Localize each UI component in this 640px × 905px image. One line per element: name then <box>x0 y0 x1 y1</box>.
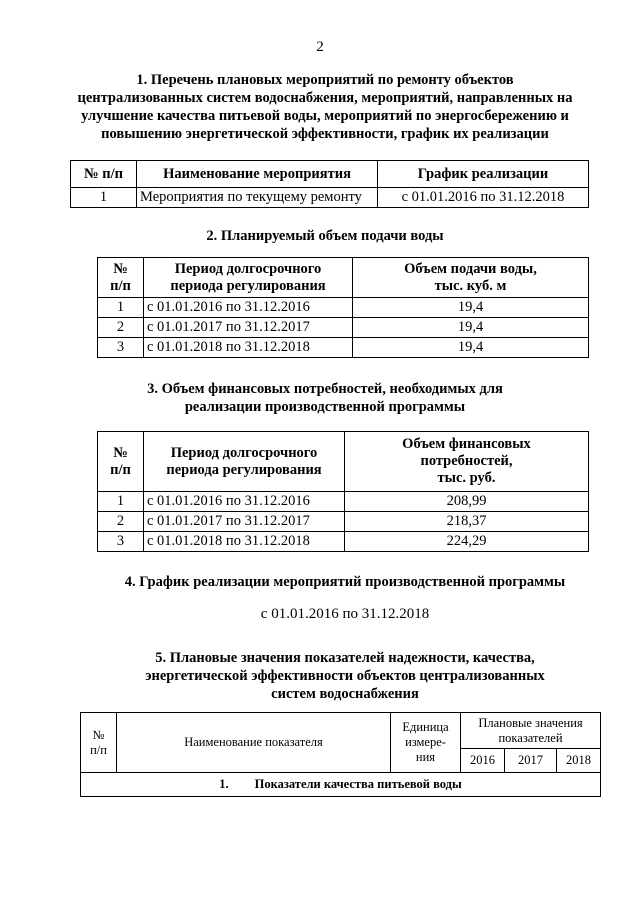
section4-title: 4. График реализации мероприятий производственной программы <box>124 574 566 590</box>
water-volume-table <box>97 257 589 358</box>
cell-amount: 208,99 <box>345 492 589 512</box>
cell-num: 2 <box>98 318 144 338</box>
cell-schedule: с 01.01.2016 по 31.12.2018 <box>378 188 589 208</box>
header-num <box>81 713 117 773</box>
section3-title-line: 3. Объем финансовых потребностей, необходимых для <box>147 381 503 397</box>
table-row <box>98 318 589 338</box>
cell-period: с 01.01.2017 по 31.12.2017 <box>144 512 345 532</box>
cell-volume: 19,4 <box>353 338 589 358</box>
section3-title <box>60 380 590 416</box>
cell-num: 3 <box>98 532 144 552</box>
cell-num: 1 <box>98 298 144 318</box>
header-num <box>98 258 144 298</box>
cell-period: с 01.01.2016 по 31.12.2016 <box>144 492 345 512</box>
table-row <box>98 298 589 318</box>
cell-num: 1 <box>71 188 137 208</box>
header-num-line: № <box>113 444 128 461</box>
header-period-line: периода регулирования <box>166 461 322 478</box>
header-num <box>98 432 144 492</box>
header-num-line: п/п <box>90 742 107 757</box>
cell-amount: 218,37 <box>345 512 589 532</box>
header-plan-line: показателей <box>498 730 563 745</box>
subheader-quality <box>81 773 601 797</box>
cell-period: с 01.01.2016 по 31.12.2016 <box>144 298 353 318</box>
header-period <box>144 258 353 298</box>
cell-volume: 19,4 <box>353 298 589 318</box>
header-num: № п/п <box>71 161 137 188</box>
section2-title: 2. Планируемый объем подачи воды <box>206 228 444 244</box>
section5-title-line: систем водоснабжения <box>271 686 419 702</box>
section5-title-line: 5. Плановые значения показателей надежности, качества, <box>155 650 535 666</box>
table-subheader-row <box>81 773 601 797</box>
cell-volume: 19,4 <box>353 318 589 338</box>
section1-title-line: улучшение качества питьевой воды, мероприятий по энергосбережению и <box>81 108 569 124</box>
header-period-line: Период долгосрочного <box>170 444 318 461</box>
header-year: 2018 <box>557 749 601 773</box>
cell-num: 3 <box>98 338 144 358</box>
page-number: 2 <box>316 39 324 55</box>
header-planned-values <box>461 713 601 749</box>
activities-table <box>70 160 589 208</box>
header-year: 2017 <box>505 749 557 773</box>
header-period-line: Период долгосрочного <box>174 260 322 277</box>
header-volume-line: Объем подачи воды, <box>404 260 537 277</box>
section5-title-line: энергетической эффективности объектов централизованных <box>145 668 545 684</box>
header-schedule: График реализации <box>378 161 589 188</box>
section1-title-line: 1. Перечень плановых мероприятий по ремонту объектов <box>136 72 514 88</box>
header-fin-line: Объем финансовых <box>402 436 531 452</box>
subheader-num: 1. <box>219 777 229 791</box>
cell-activity: Мероприятия по текущему ремонту <box>137 188 378 208</box>
header-unit-line: ния <box>415 750 436 764</box>
subheader-text: Показатели качества питьевой воды <box>254 777 462 791</box>
table-row <box>98 492 589 512</box>
section1-title <box>60 71 590 143</box>
header-fin-line: потребностей, <box>420 453 513 469</box>
cell-period: с 01.01.2017 по 31.12.2017 <box>144 318 353 338</box>
section1-title-line: повышению энергетической эффективности, график их реализации <box>101 126 549 142</box>
cell-period: с 01.01.2018 по 31.12.2018 <box>144 532 345 552</box>
indicators-table <box>80 712 601 797</box>
header-num-line: п/п <box>110 461 131 478</box>
cell-num: 2 <box>98 512 144 532</box>
header-volume-line: тыс. куб. м <box>434 277 507 294</box>
header-unit-line: измере- <box>405 735 446 749</box>
header-unit-line: Единица <box>402 720 449 734</box>
financial-needs-table <box>97 431 589 552</box>
section5-title <box>60 649 630 703</box>
table-row <box>98 532 589 552</box>
section1-title-line: централизованных систем водоснабжения, мероприятий, направленных на <box>77 90 573 106</box>
section3-title-line: реализации производственной программы <box>184 399 466 415</box>
header-num-line: п/п <box>110 277 131 294</box>
header-year: 2016 <box>461 749 505 773</box>
header-indicator-name: Наименование показателя <box>117 713 391 773</box>
header-unit <box>391 713 461 773</box>
table-row <box>98 338 589 358</box>
header-activity-name: Наименование мероприятия <box>137 161 378 188</box>
cell-amount: 224,29 <box>345 532 589 552</box>
cell-num: 1 <box>98 492 144 512</box>
header-period-line: периода регулирования <box>170 277 326 294</box>
table-row <box>98 512 589 532</box>
header-period <box>144 432 345 492</box>
header-financial-needs <box>345 432 589 492</box>
header-num-line: № <box>92 727 105 742</box>
table-row <box>71 188 589 208</box>
cell-period: с 01.01.2018 по 31.12.2018 <box>144 338 353 358</box>
header-plan-line: Плановые значения <box>478 715 583 730</box>
header-volume <box>353 258 589 298</box>
header-fin-line: тыс. руб. <box>437 470 496 486</box>
header-num-line: № <box>113 260 128 277</box>
section4-period: с 01.01.2016 по 31.12.2018 <box>260 606 430 622</box>
